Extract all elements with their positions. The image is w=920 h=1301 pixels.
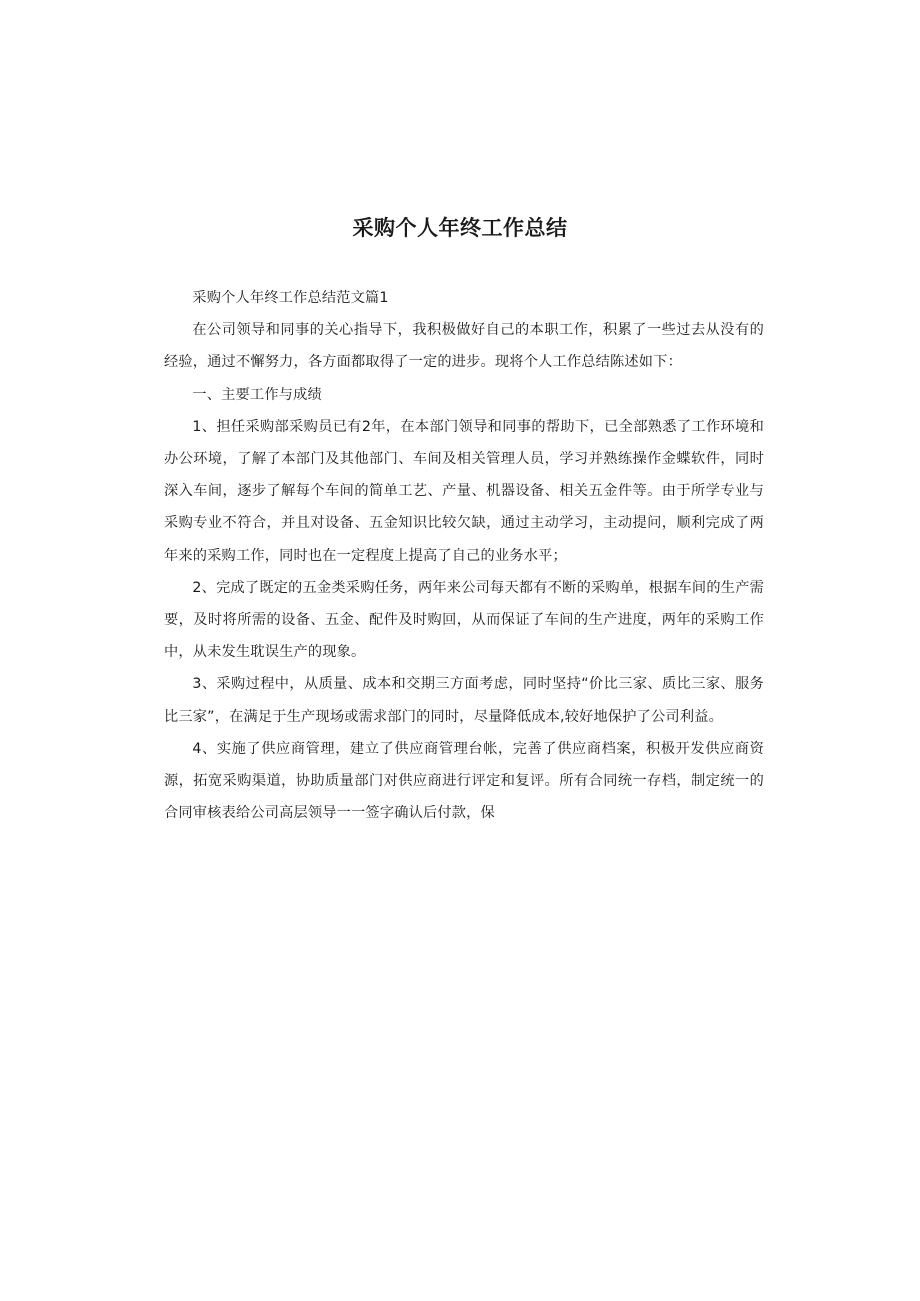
item-1-paragraph: 1、担任采购部采购员已有2年，在本部门领导和同事的帮助下，已全部熟悉了工作环境和办公环境，了解了本部门及其他部门、车间及相关管理人员，学习并熟练操作金蝶软件，同时深入车间，逐步了解每个车间的简单工艺、产量、机器设备、相关五金件等。由于所学专业与采购专业不符合，并且对设备、五金知识比较欠缺，通过主动学习，主动提问，顺利完成了两年来的采购工作，同时也在一定程度上提高了自己的业务水平； — [164, 418, 764, 564]
section-heading: 一、主要工作与成绩 — [192, 386, 322, 403]
document-subtitle: 采购个人年终工作总结范文篇1 — [192, 290, 389, 306]
item-3-paragraph: 3、采购过程中，从质量、成本和交期三方面考虑，同时坚持“价比三家、质比三家、服务比三家”，在满足于生产现场或需求部门的同时，尽量降低成本,较好地保护了公司利益。 — [164, 676, 764, 725]
document-body — [164, 282, 764, 829]
document-title: 采购个人年终工作总结 — [352, 216, 568, 240]
intro-paragraph: 在公司领导和同事的关心指导下，我积极做好自己的本职工作，积累了一些过去从没有的经验，通过不懈努力，各方面都取得了一定的进步。现将个人工作总结陈述如下： — [164, 322, 764, 371]
item-4-paragraph: 4、实施了供应商管理，建立了供应商管理台帐，完善了供应商档案，积极开发供应商资源，拓宽采购渠道，协助质量部门对供应商进行评定和复评。所有合同统一存档，制定统一的合同审核表给公司高层领导一一签字确认后付款，保 — [164, 740, 764, 822]
item-2-paragraph: 2、完成了既定的五金类采购任务，两年来公司每天都有不断的采购单，根据车间的生产需要，及时将所需的设备、五金、配件及时购回，从而保证了车间的生产进度，两年的采购工作中，从未发生耽误生产的现象。 — [164, 579, 764, 661]
